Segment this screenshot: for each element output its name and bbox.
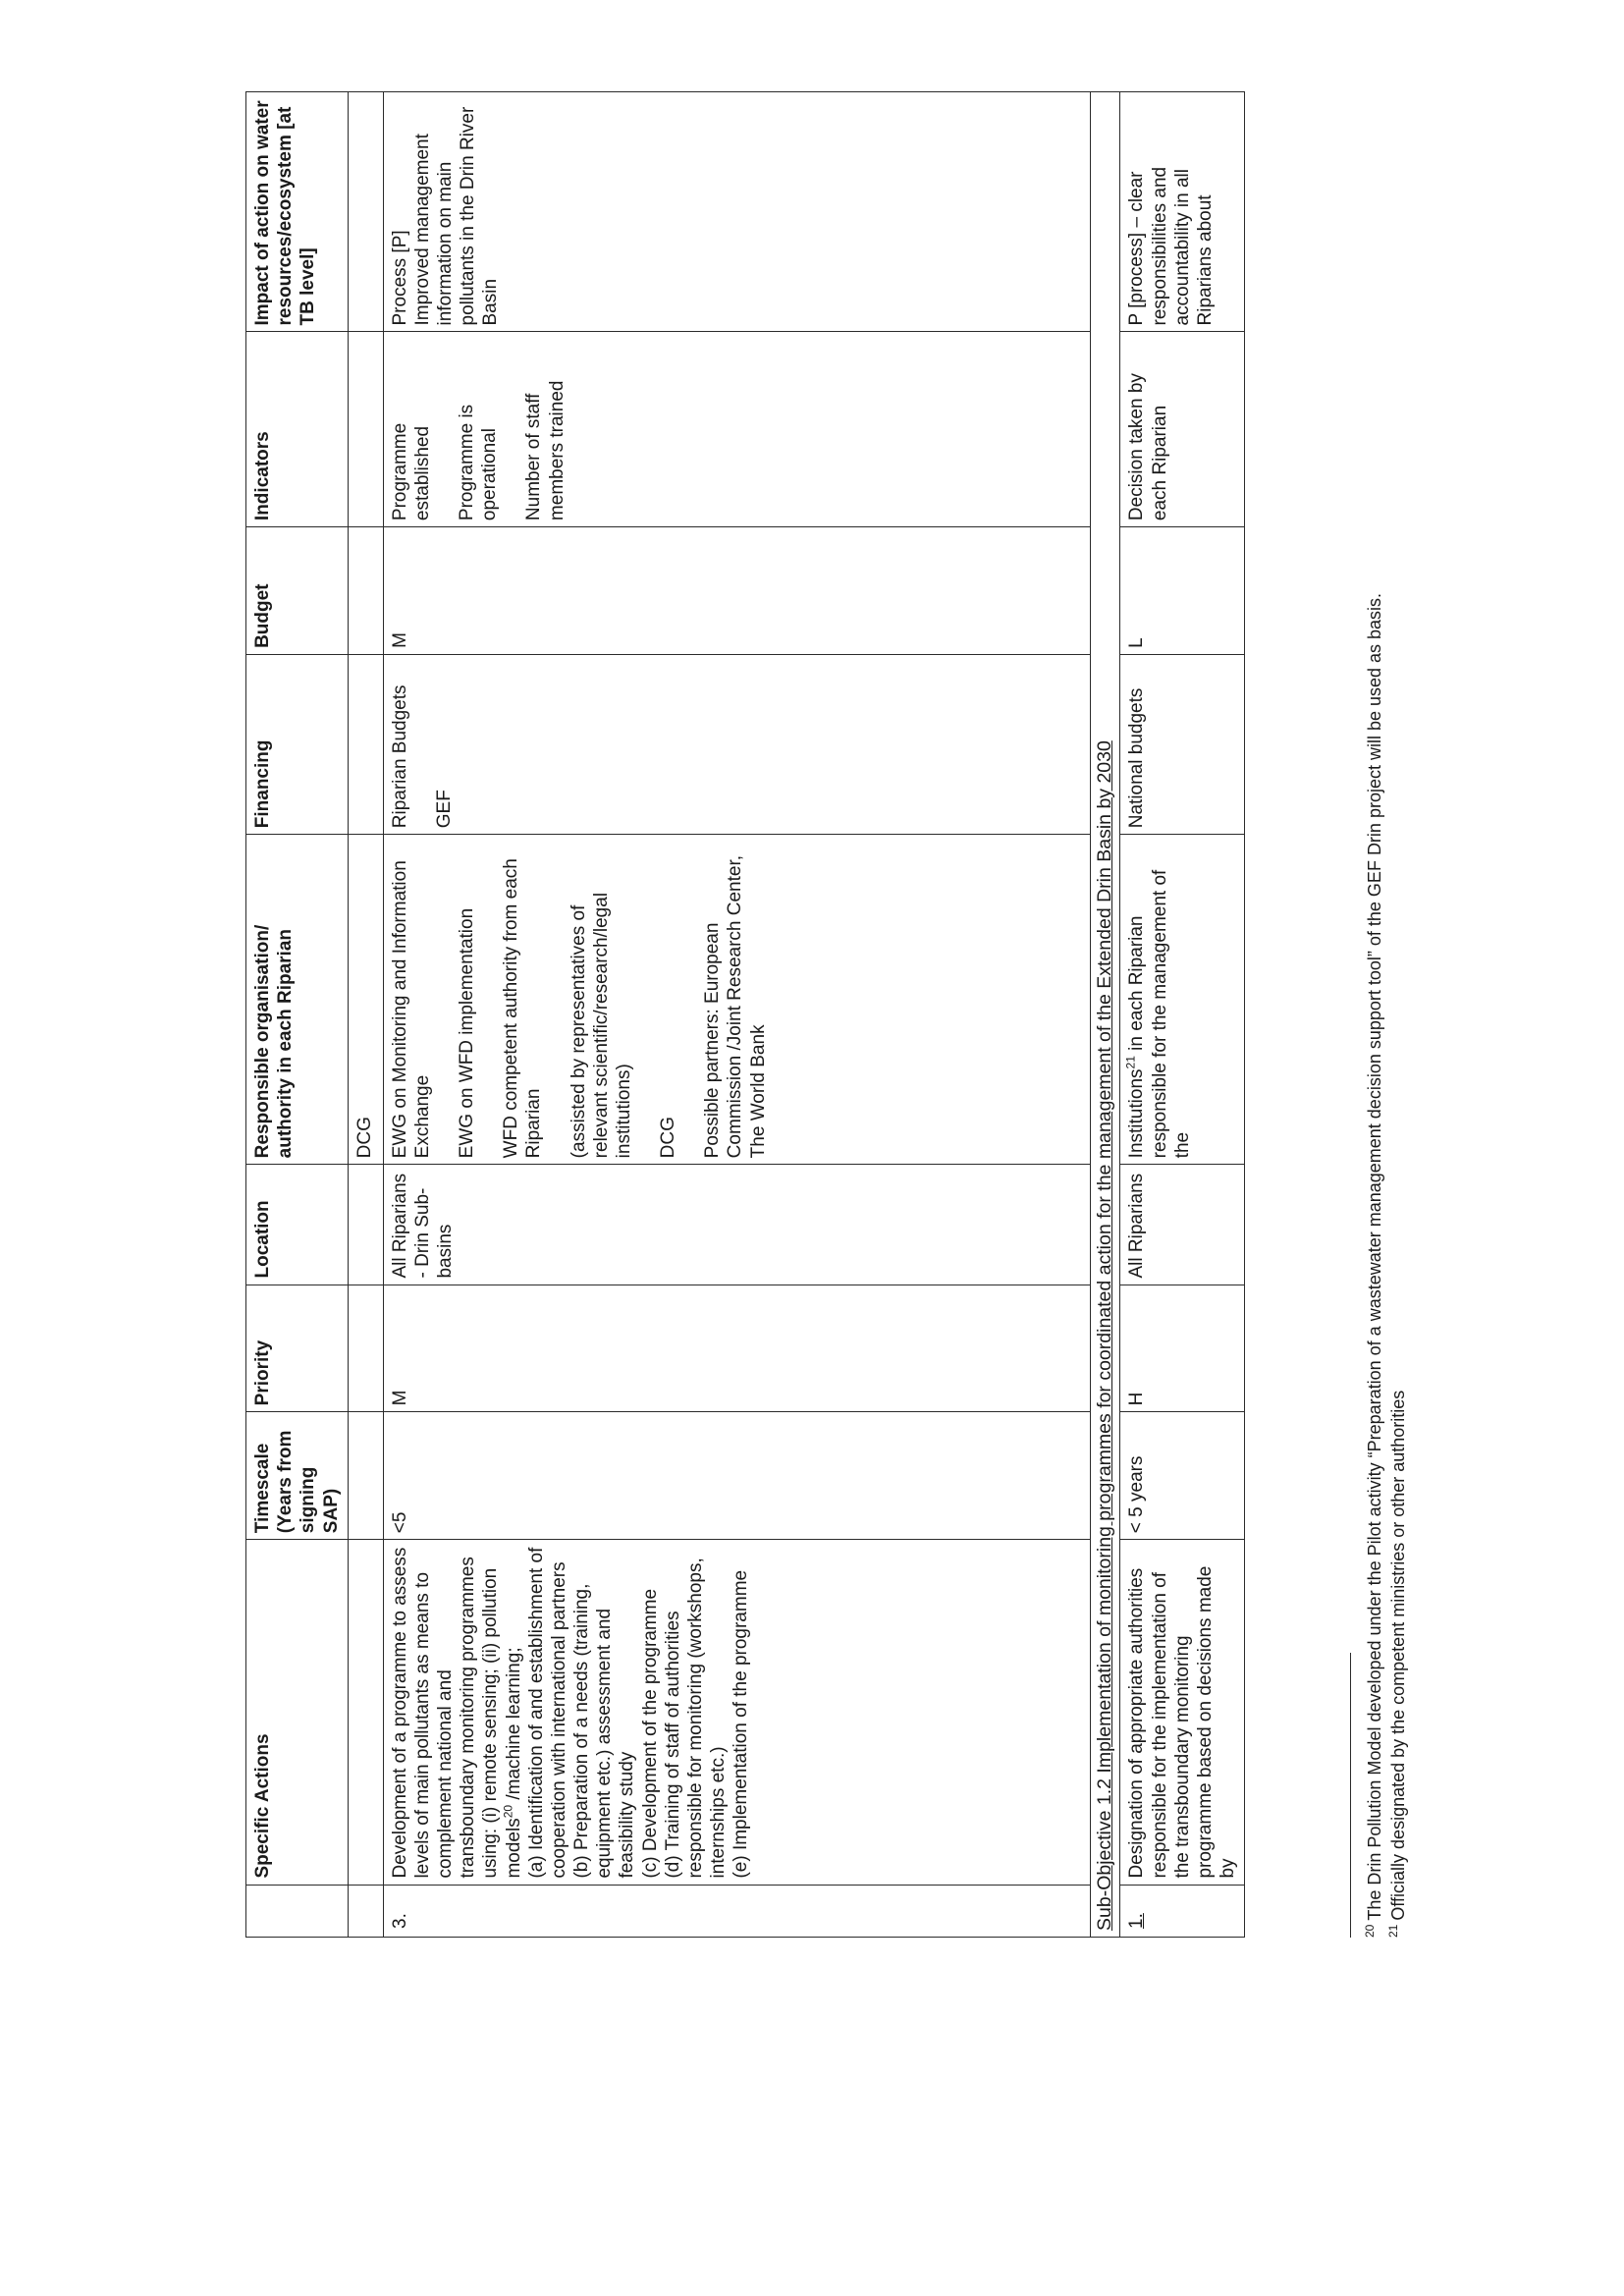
action-line: (a) Identification of and establishment of cooperation with international partners bbox=[525, 1547, 569, 1879]
timescale-cell: <5 bbox=[383, 1412, 1090, 1540]
budget-cell: M bbox=[383, 527, 1090, 655]
action-line: Development of a programme to assess levels of main pollutants as means to complement national and transboundary monitoring programmes using: (i) remote sensing; (ii) pollution models bbox=[389, 1547, 524, 1879]
responsible-line: DCG bbox=[658, 1117, 679, 1159]
carry-over-row bbox=[348, 92, 383, 1938]
impact-line: Improved management information on main pollutants in the Drin River Basin bbox=[411, 106, 502, 326]
header-timescale: Timescale (Years from signing SAP) bbox=[246, 1412, 349, 1540]
responsible-cell bbox=[383, 835, 1090, 1165]
responsible-line: Possible partners: European Commission /Joint Research Center, The World Bank bbox=[702, 854, 769, 1159]
financing-cell bbox=[383, 654, 1090, 834]
financing-cell: National budgets bbox=[1120, 654, 1245, 834]
footnote-text: Officially designated by the competent ministries or other authorities bbox=[1388, 1390, 1409, 1921]
footnote-separator bbox=[1350, 1653, 1351, 1938]
impact-cell: P [process] – clear responsibilities and accountability in all Riparians about bbox=[1120, 92, 1245, 333]
header-num-cell bbox=[246, 1885, 349, 1937]
footnote-mark: 21 bbox=[1386, 1924, 1401, 1938]
indicator-line: Number of staff members trained bbox=[523, 380, 568, 521]
header-responsible: Responsible organisation/ authority in each Riparian bbox=[246, 835, 349, 1165]
action-line: (b) Preparation of a needs (training, equipment etc.) assessment and feasibility study bbox=[571, 1583, 638, 1879]
table-row bbox=[1120, 92, 1245, 1938]
header-actions: Specific Actions bbox=[246, 1540, 349, 1885]
footnote bbox=[1363, 91, 1386, 1938]
financing-line: Riparian Budgets bbox=[389, 684, 410, 829]
header-indicators: Indicators bbox=[246, 332, 349, 527]
responsible-line: EWG on Monitoring and Information Exchange bbox=[389, 860, 433, 1159]
responsible-cell: Institutions$^{21}$ in each Riparian responsible for the management of the bbox=[1120, 835, 1245, 1165]
indicators-cell bbox=[383, 332, 1090, 527]
financing-line: GEF bbox=[433, 790, 455, 829]
row-number: 3. bbox=[383, 1885, 1090, 1937]
impact-cell bbox=[383, 92, 1090, 333]
location-cell: All Riparians - Drin Sub-basins bbox=[383, 1165, 1090, 1285]
priority-cell: M bbox=[383, 1285, 1090, 1412]
footnote-mark: 20 bbox=[1363, 1924, 1377, 1938]
footnotes bbox=[1363, 91, 1411, 1938]
priority-cell: H bbox=[1120, 1285, 1245, 1412]
subobjective-row bbox=[1090, 92, 1120, 1938]
responsible-line: WFD competent authority from each Riparian bbox=[501, 858, 545, 1159]
indicator-line: Programme established bbox=[389, 422, 433, 521]
header-location: Location bbox=[246, 1165, 349, 1285]
action-line: (c) Development of the programme bbox=[639, 1588, 661, 1879]
specific-action-cell: Designation of appropriate authorities responsible for the implementation of the transboundary monitoring programme based on decisions made by bbox=[1120, 1540, 1245, 1885]
row-number: 1. bbox=[1120, 1885, 1245, 1937]
carry-responsible: DCG bbox=[348, 835, 383, 1165]
header-priority: Priority bbox=[246, 1285, 349, 1412]
location-cell: All Riparians bbox=[1120, 1165, 1245, 1285]
indicators-cell: Decision taken by each Riparian bbox=[1120, 332, 1245, 527]
responsible-line: EWG on WFD implementation bbox=[457, 907, 478, 1159]
header-financing: Financing bbox=[246, 654, 349, 834]
action-plan-table bbox=[245, 91, 1245, 1938]
action-line: (d) Training of staff of authorities responsible for monitoring (workshops, internships etc.) bbox=[662, 1558, 730, 1879]
action-line: (e) Implementation of the programme bbox=[731, 1569, 752, 1879]
footnote-ref: 20 bbox=[501, 1804, 515, 1819]
header-impact: Impact of action on water resources/ecosystem [at TB level] bbox=[246, 92, 349, 333]
action-line: /machine learning; bbox=[503, 1647, 524, 1800]
subobjective-title: Sub-Objective 1.2 Implementation of monitoring programmes for coordinated action for the management of the Extended Drin Basin by 2030 bbox=[1093, 740, 1115, 1931]
footnote-ref: 21 bbox=[1124, 1056, 1139, 1069]
table-row bbox=[383, 92, 1090, 1938]
indicator-line: Programme is operational bbox=[457, 404, 501, 521]
timescale-cell: < 5 years bbox=[1120, 1412, 1245, 1540]
header-row bbox=[246, 92, 349, 1938]
header-budget: Budget bbox=[246, 527, 349, 655]
footnote-text: The Drin Pollution Model developed under the Pilot activity “Preparation of a wastewater management decision support tool” of the GEF Drin project will be used as basis. bbox=[1365, 592, 1384, 1921]
specific-action-cell bbox=[383, 1540, 1090, 1885]
responsible-line: (assisted by representatives of relevant scientific/research/legal institutions) bbox=[568, 892, 634, 1159]
budget-cell: L bbox=[1120, 527, 1245, 655]
impact-line: Process [P] bbox=[389, 230, 410, 326]
footnote bbox=[1386, 91, 1410, 1938]
